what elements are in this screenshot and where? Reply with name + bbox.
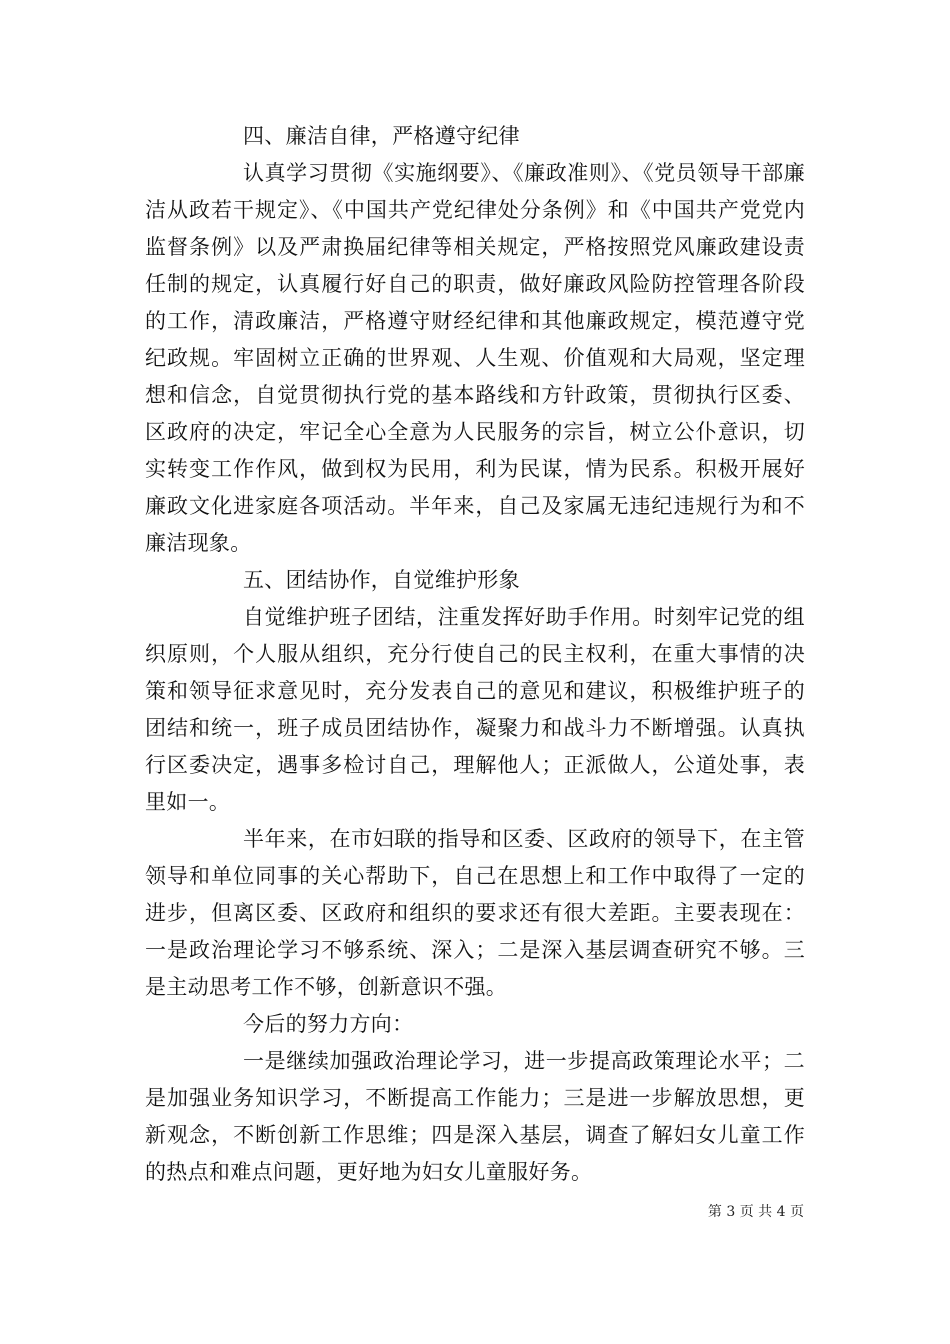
section-heading-4: 四、廉洁自律，严格遵守纪律 bbox=[243, 124, 520, 148]
paragraph-future-directions: 一是继续加强政治理论学习，进一步提高政策理论水平；二是加强业务知识学习，不断提高工作能力；三是进一步解放思想，更新观念，不断创新工作思维；四是深入基层，调查了解妇女儿童工作的热点和难点问题，更好地为妇女儿童服好务。 bbox=[145, 1049, 805, 1184]
paragraph-half-year-summary: 半年来，在市妇联的指导和区委、区政府的领导下，在主管领导和单位同事的关心帮助下，自己在思想上和工作中取得了一定的进步，但离区委、区政府和组织的要求还有很大差距。主要表现在：一是政治理论学习不够系统、深入；二是深入基层调查研究不够。三是主动思考工作不够，创新意识不强。 bbox=[145, 827, 805, 999]
paragraph-unity: 自觉维护班子团结，注重发挥好助手作用。时刻牢记党的组织原则，个人服从组织，充分行使自己的民主权利，在重大事情的决策和领导征求意见时，充分发表自己的意见和建议，积极维护班子的团结和统一，班子成员团结协作，凝聚力和战斗力不断增强。认真执行区委决定，遇事多检讨自己，理解他人；正派做人，公道处事，表里如一。 bbox=[145, 605, 805, 814]
paragraph-integrity: 认真学习贯彻《实施纲要》、《廉政准则》、《党员领导干部廉洁从政若干规定》、《中国共产党纪律处分条例》和《中国共产党党内监督条例》以及严肃换届纪律等相关规定，严格按照党风廉政建设责任制的规定，认真履行好自己的职责，做好廉政风险防控管理各阶段的工作，清政廉洁，严格遵守财经纪律和其他廉政规定，模范遵守党纪政规。牢固树立正确的世界观、人生观、价值观和大局观，坚定理想和信念，自觉贯彻执行党的基本路线和方针政策，贯彻执行区委、区政府的决定，牢记全心全意为人民服务的宗旨，树立公仆意识，切实转变工作作风，做到权为民用，利为民谋，情为民系。积极开展好廉政文化进家庭各项活动。半年来，自己及家属无违纪违规行为和不廉洁现象。 bbox=[145, 161, 805, 555]
section-heading-5: 五、团结协作，自觉维护形象 bbox=[243, 568, 520, 592]
section-heading-future: 今后的努力方向： bbox=[243, 1012, 414, 1036]
page-number-footer: 第 3 页 共 4 页 bbox=[707, 1204, 804, 1220]
document-body bbox=[145, 118, 805, 1191]
